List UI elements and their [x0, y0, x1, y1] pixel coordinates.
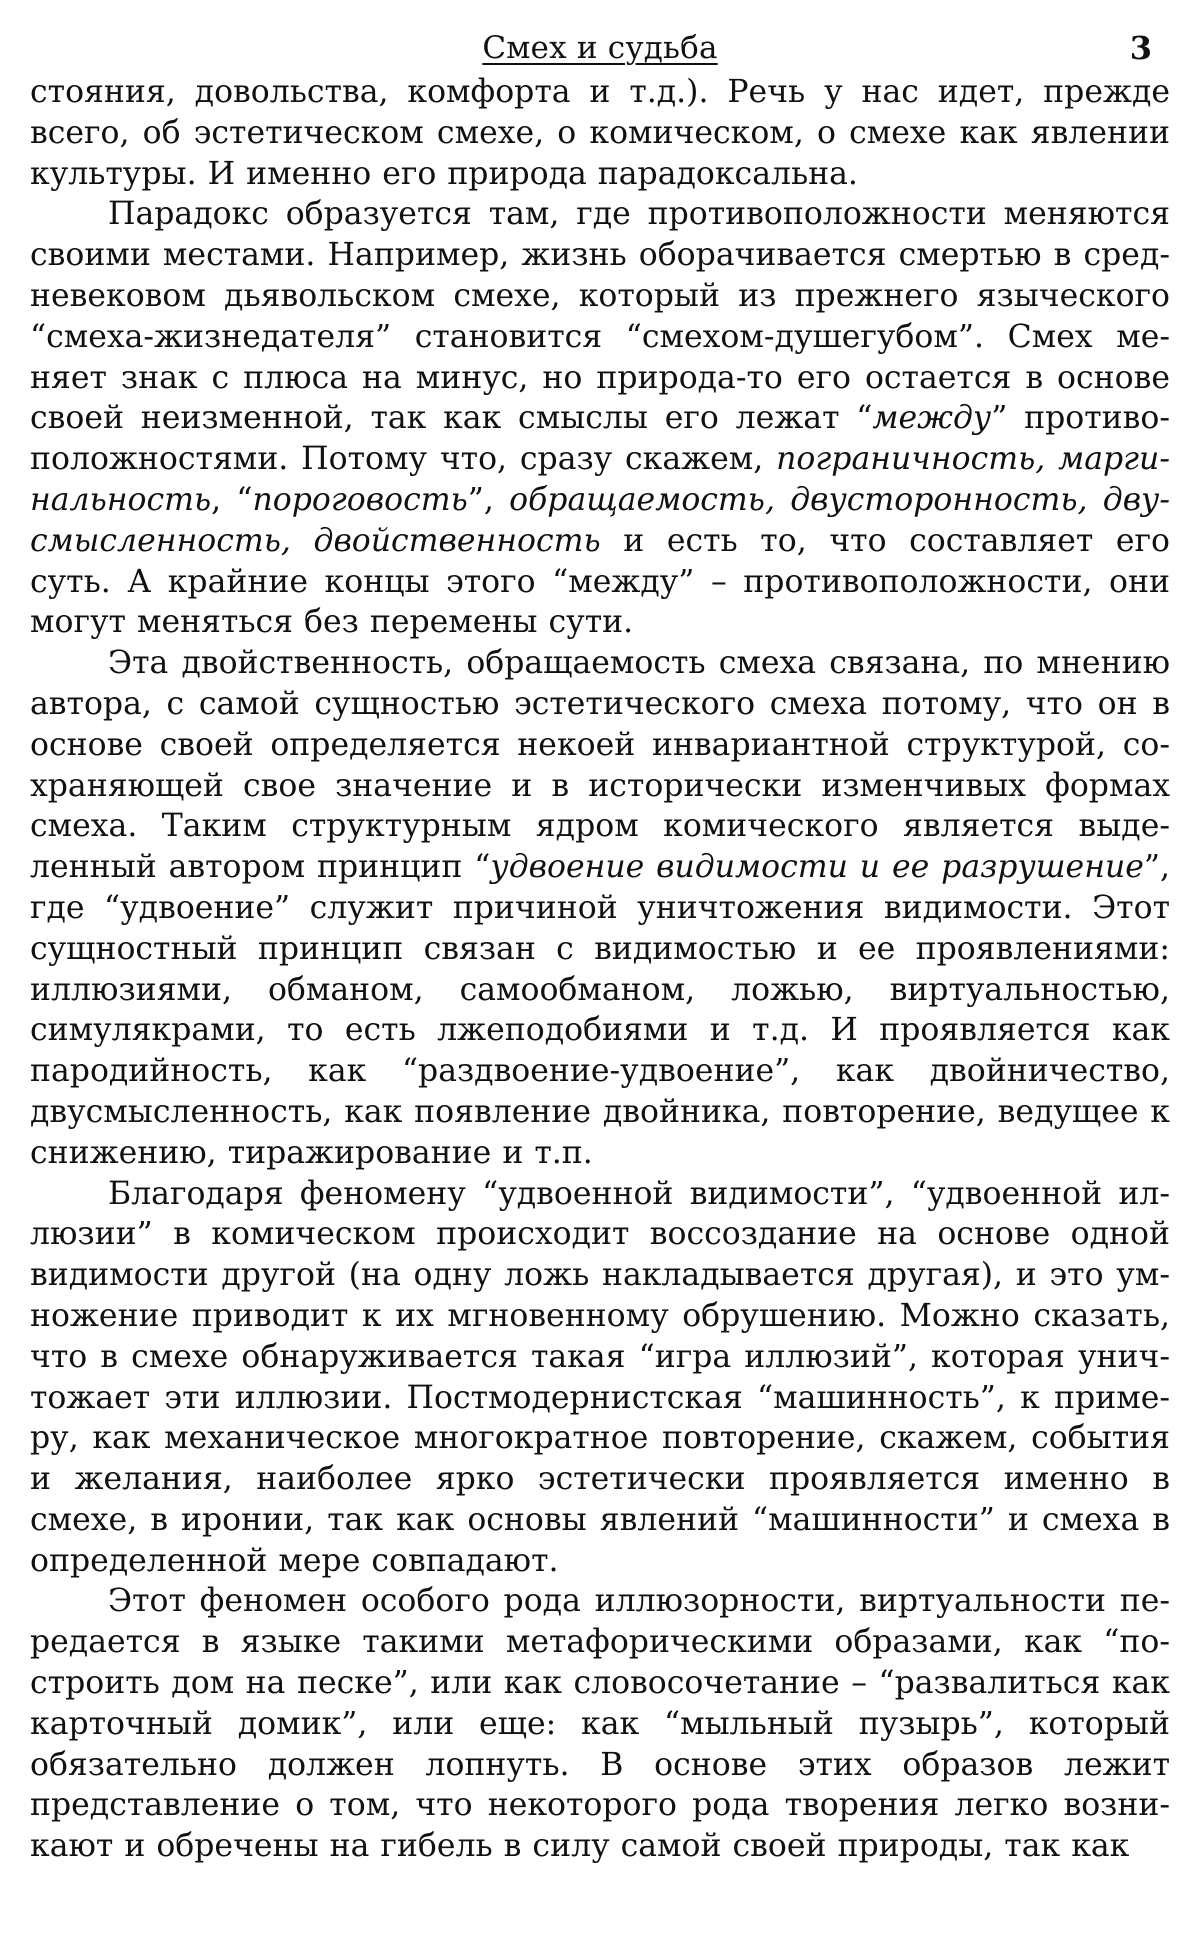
text-segment: Этот феномен особого рода иллюзорности, виртуальности передается в языке такими метафорическими образами, как “построить дом на песке”, или как словосочетание – “развалиться как карточный домик”, или еще: как “мыльный пузырь”, который обязательно должен лопнуть. В основе этих образов лежит представление о том, что некоторого рода творения легко возникают и обречены на гибель в силу самой своей природы, так как — [30, 1583, 1170, 1865]
italic-term: между — [872, 400, 992, 437]
text-segment: ”, где “удвоение” служит причиной уничтожения видимости. Этот сущностный принцип связан с видимостью и ее проявлениями: иллюзиями, обманом, самообманом, ложью, виртуальностью, симулякрами, то есть лжеподобиями и т.д. И проявляется как пародийность, как “раздвоение-удвоение”, как двойничество, двусмысленность, как появление двойника, повторение, ведущее к снижению, тиражирование и т.п. — [30, 849, 1171, 1171]
italic-term: пограничность, маргинальность — [30, 441, 1170, 518]
paragraph-4 — [30, 1174, 1170, 1582]
book-page — [30, 28, 1170, 1918]
italic-term: удвоение видимости и ее разрушение — [490, 849, 1144, 886]
paragraph-1 — [30, 72, 1170, 194]
paragraph-2 — [30, 194, 1170, 643]
text-segment: стояния, довольства, комфорта и т.д.). Речь у нас идет, прежде всего, об эстетическом смехе, о комическом, о смехе как явлении культуры. И именно его природа парадоксальна. — [30, 74, 1170, 192]
text-segment: Эта двойственность, обращаемость смеха связана, по мнению автора, с самой сущностью эстетического смеха потому, что он в основе своей определяется некоей инвариантной структурой, сохраняющей свое значение и в исторически изменчивых формах смеха. Таким структурным ядром комического является выделенный автором принцип “ — [30, 645, 1170, 886]
page-number: 3 — [1129, 29, 1152, 67]
text-segment: Благодаря феномену “удвоенной видимости”, “удвоенной иллюзии” в комическом происходит воссоздание на основе одной видимости другой (на одну ложь накладывается другая), и это умножение приводит к их мгновенному обрушению. Можно сказать, что в смехе обнаруживается такая “игра иллюзий”, которая уничтожает эти иллюзии. Постмодернистская “машинность”, к примеру, как механическое многократное повторение, скажем, события и желания, наиболее ярко эстетически проявляется именно в смехе, в иронии, так как основы явлений “машинности” и смеха в определенной мере совпадают. — [30, 1175, 1170, 1579]
body-text — [30, 72, 1170, 1867]
running-header — [30, 28, 1170, 72]
text-segment: Парадокс образуется там, где противоположности меняются своими местами. Например, жизнь оборачивается смертью в средневековом дьявольском смехе, который из прежнего языческого “смеха-жизнедателя” становится “смехом-душегубом”. Смех меняет знак с плюса на минус, но природа-то его остается в основе своей неизменной, так как смыслы его лежат “ — [30, 196, 1170, 437]
paragraph-3 — [30, 643, 1170, 1173]
italic-term: обращаемость, двусторонность, двусмысленность, двойственность — [30, 481, 1170, 559]
text-segment: , “ — [211, 481, 253, 518]
italic-term: пороговость — [252, 481, 468, 518]
text-segment: ” противоположностями. Потому что, сразу скажем, — [30, 400, 1170, 478]
text-segment: ”, — [467, 481, 510, 518]
text-segment: и есть то, что составляет его суть. А крайние концы этого “между” – противоположности, они могут меняться без перемены сути. — [30, 522, 1170, 641]
paragraph-5 — [30, 1581, 1170, 1867]
running-title: Смех и судьба — [482, 30, 718, 66]
